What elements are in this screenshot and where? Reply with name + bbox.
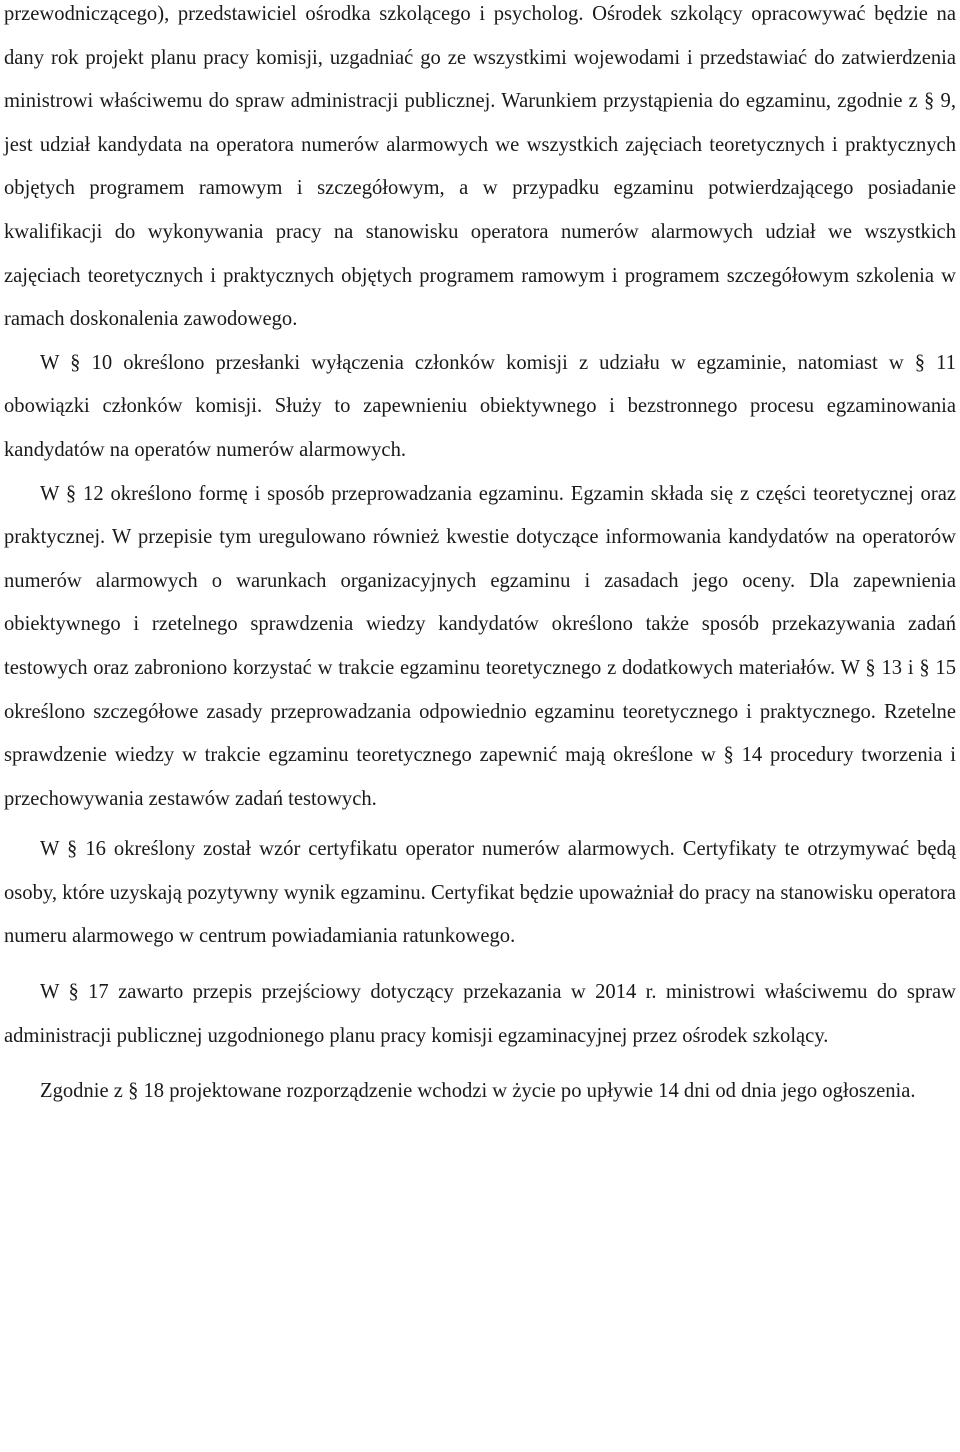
paragraph-wylaczenie-czlonkow: W § 10 określono przesłanki wyłączenia członków komisji z udziału w egzaminie, natomiast w § 11 obowiązki członków komisji. Służy to zapewnieniu obiektywnego i bezstronnego procesu egzaminowania kandydatów na operatów numerów alarmowych. xyxy=(4,351,956,461)
paragraph-certyfikat: W § 16 określony został wzór certyfikatu operator numerów alarmowych. Certyfikaty te otrzymywać będą osoby, które uzyskają pozytywny wynik egzaminu. Certyfikat będzie upoważniał do pracy na stanowisku operatora numeru alarmowego w centrum powiadamiania ratunkowego. xyxy=(4,838,956,948)
paragraph-przepis-przejsciowy: W § 17 zawarto przepis przejściowy dotyczący przekazania w 2014 r. ministrowi właściwemu do spraw administracji publicznej uzgodnionego planu pracy komisji egzaminacyjnej przez ośrodek szkolący. xyxy=(4,981,956,1047)
document-page xyxy=(4,0,956,1114)
paragraph-wejscie-w-zycie: Zgodnie z § 18 projektowane rozporządzenie wchodzi w życie po upływie 14 dni od dnia jego ogłoszenia. xyxy=(40,1080,916,1103)
paragraph-forma-egzaminu: W § 12 określono formę i sposób przeprowadzania egzaminu. Egzamin składa się z części teoretycznej oraz praktycznej. W przepisie tym uregulowano również kwestie dotyczące informowania kandydatów na operatorów numerów alarmowych o warunkach organizacyjnych egzaminu i zasadach jego oceny. Dla zapewnienia obiektywnego i rzetelnego sprawdzenia wiedzy kandydatów określono także sposób przekazywania zadań testowych oraz zabroniono korzystać w trakcie egzaminu teoretycznego z dodatkowych materiałów. W § 13 i § 15 określono szczegółowe zasady przeprowadzania odpowiednio egzaminu teoretycznego i praktycznego. Rzetelne sprawdzenie wiedzy w trakcie egzaminu teoretycznego zapewnić mają określone w § 14 procedury tworzenia i przechowywania zestawów zadań testowych. xyxy=(4,482,956,810)
paragraph-warunki-egzaminu: przewodniczącego), przedstawiciel ośrodka szkolącego i psycholog. Ośrodek szkolący opracowywać będzie na dany rok projekt planu pracy komisji, uzgadniać go ze wszystkimi wojewodami i przedstawiać do zatwierdzenia ministrowi właściwemu do spraw administracji publicznej. Warunkiem przystąpienia do egzaminu, zgodnie z § 9, jest udział kandydata na operatora numerów alarmowych we wszystkich zajęciach teoretycznych i praktycznych objętych programem ramowym i szczegółowym, a w przypadku egzaminu potwierdzającego posiadanie kwalifikacji do wykonywania pracy na stanowisku operatora numerów alarmowych udział we wszystkich zajęciach teoretycznych i praktycznych objętych programem ramowym i programem szczegółowym szkolenia w ramach doskonalenia zawodowego. xyxy=(4,3,956,331)
